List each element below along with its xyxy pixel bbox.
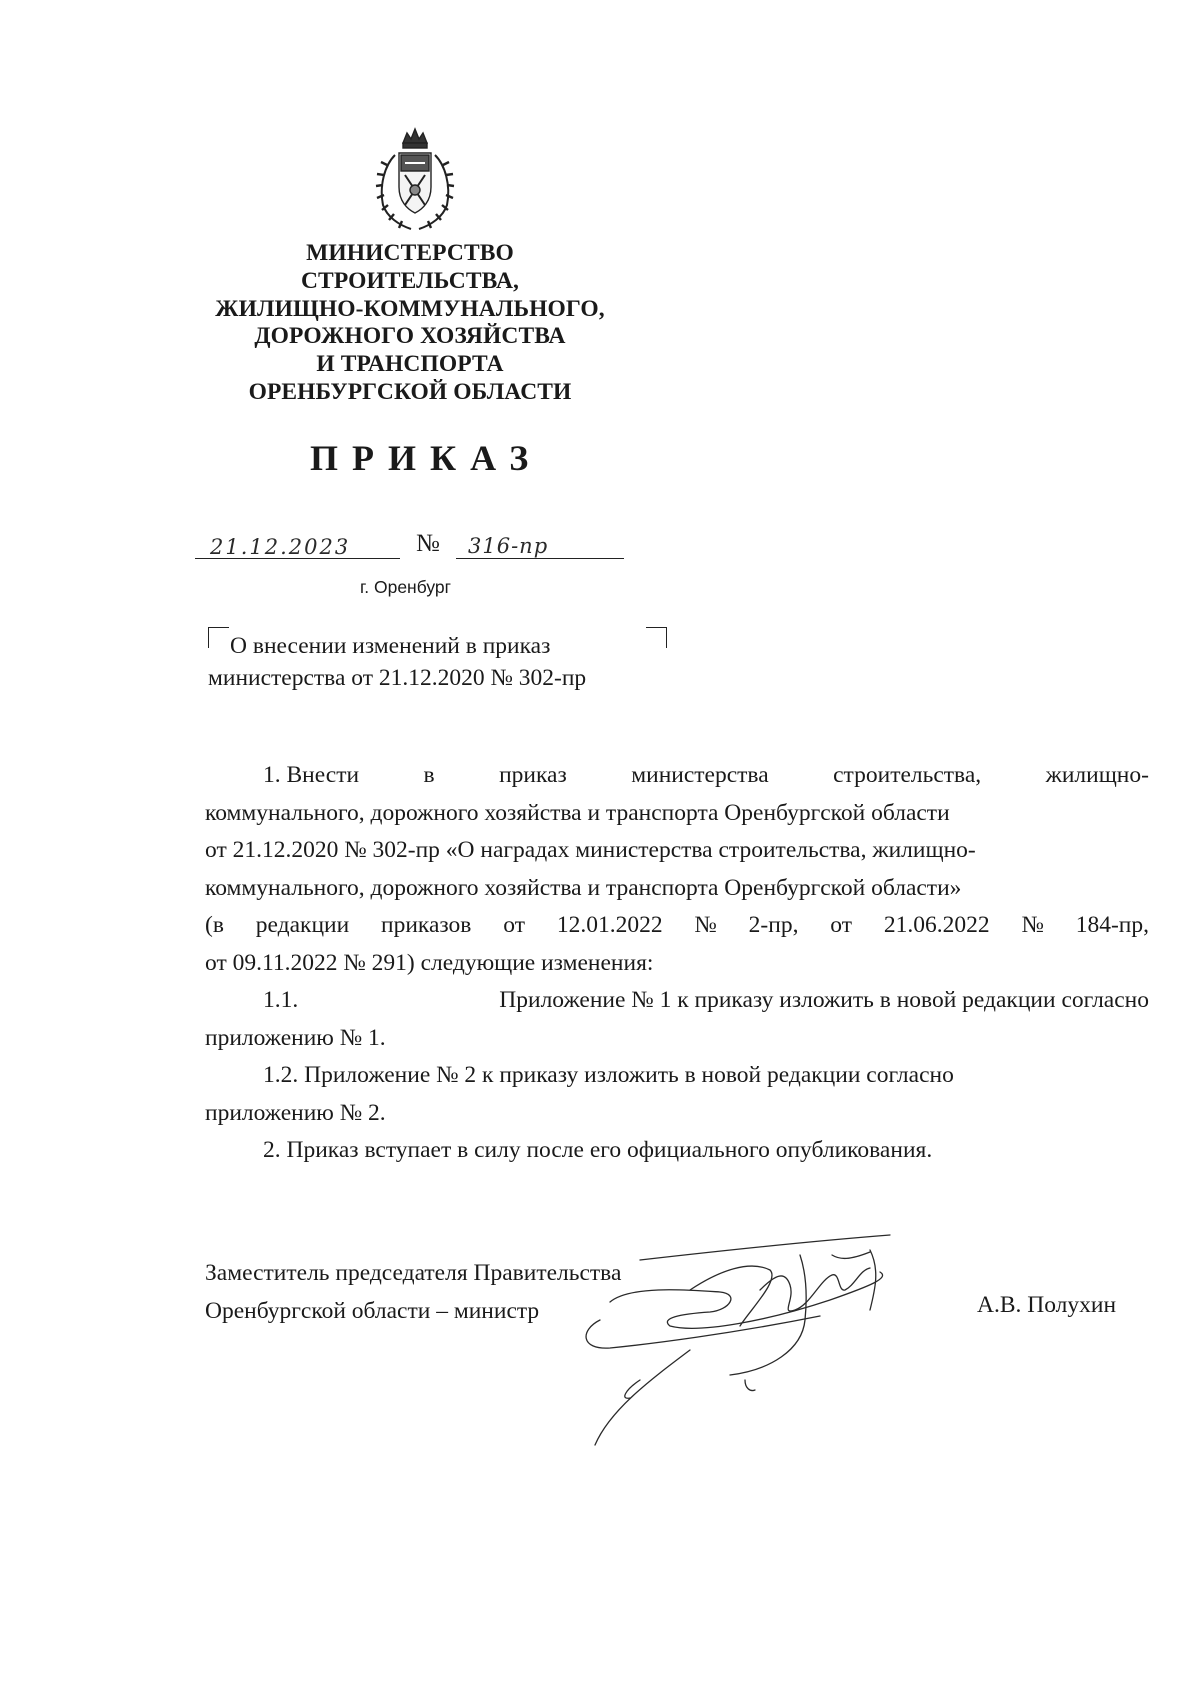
body-line: приложению № 2. [205, 1099, 386, 1126]
body-line: 2. Приказ вступает в силу после его официального опубликования. [263, 1137, 933, 1163]
body-word: строительства, [833, 762, 982, 788]
city: г. Оренбург [360, 577, 452, 597]
ministry-header [195, 240, 625, 407]
ministry-header-line: И ТРАНСПОРТА [316, 351, 504, 378]
subject-line: О внесении изменений в приказ [230, 633, 551, 659]
body-word: в [423, 762, 435, 788]
body-word: жилищно- [1045, 762, 1149, 788]
ministry-header-line: МИНИСТЕРСТВО [306, 240, 514, 266]
subject-line: министерства от 21.12.2020 № 302-пр [208, 665, 587, 691]
order-number: 316-пр [468, 534, 549, 558]
body-line [205, 757, 1149, 795]
body-word: № [694, 912, 717, 938]
body-word: от [503, 912, 525, 938]
body-word: Приложение № 1 к приказу изложить в новой редакции согласно [499, 987, 1149, 1013]
date-underline [195, 558, 400, 559]
body-line: приложению № 1. [205, 1024, 386, 1051]
coat-of-arms-emblem [365, 125, 465, 235]
order-subject [208, 630, 586, 694]
body-line: от 09.11.2022 № 291) следующие изменения: [205, 949, 654, 976]
signer-title-line: Заместитель председателя Правительства [205, 1260, 622, 1286]
ministry-header-line: СТРОИТЕЛЬСТВА, [300, 267, 519, 294]
body-line: 1.2. Приложение № 2 к приказу изложить в новой редакции согласно [263, 1062, 954, 1088]
body-word: № [1021, 912, 1044, 938]
ministry-header-line: ЖИЛИЩНО-КОММУНАЛЬНОГО, [215, 295, 605, 322]
order-date: 21.12.2023 [210, 535, 351, 559]
body-word: 21.06.2022 [883, 912, 990, 938]
body-line [205, 907, 1149, 945]
body-word: приказов [381, 912, 472, 938]
order-body [205, 757, 1149, 1170]
body-word: 2-пр, [748, 912, 799, 938]
body-word: редакции [255, 912, 350, 938]
body-word: 12.01.2022 [556, 912, 663, 938]
subject-bracket-right [646, 627, 667, 648]
ministry-header-line: ОРЕНБУРГСКОЙ ОБЛАСТИ [248, 378, 572, 405]
number-underline [456, 558, 624, 559]
ministry-header-line: ДОРОЖНОГО ХОЗЯЙСТВА [254, 323, 566, 350]
handwritten-signature [570, 1230, 970, 1460]
body-word: 184-пр, [1075, 912, 1149, 938]
body-line [205, 982, 1149, 1020]
number-sign: № [416, 530, 440, 557]
body-line: коммунального, дорожного хозяйства и транспорта Оренбургской области» [205, 874, 962, 901]
signer-title-line: Оренбургской области – министр [205, 1297, 540, 1324]
body-word: министерства [631, 762, 769, 788]
body-word: 1. Внести [263, 762, 360, 788]
body-line: коммунального, дорожного хозяйства и транспорта Оренбургской области [205, 799, 950, 826]
signer-title [205, 1255, 621, 1330]
body-word: от [830, 912, 853, 938]
body-word: 1.1. [263, 987, 299, 1013]
signer-name: А.В. Полухин [977, 1292, 1117, 1318]
document-type-title: ПРИКАЗ [310, 438, 543, 478]
body-word: приказ [499, 762, 567, 788]
body-line: от 21.12.2020 № 302-пр «О наградах министерства строительства, жилищно- [205, 837, 976, 863]
body-word: (в [205, 912, 224, 938]
